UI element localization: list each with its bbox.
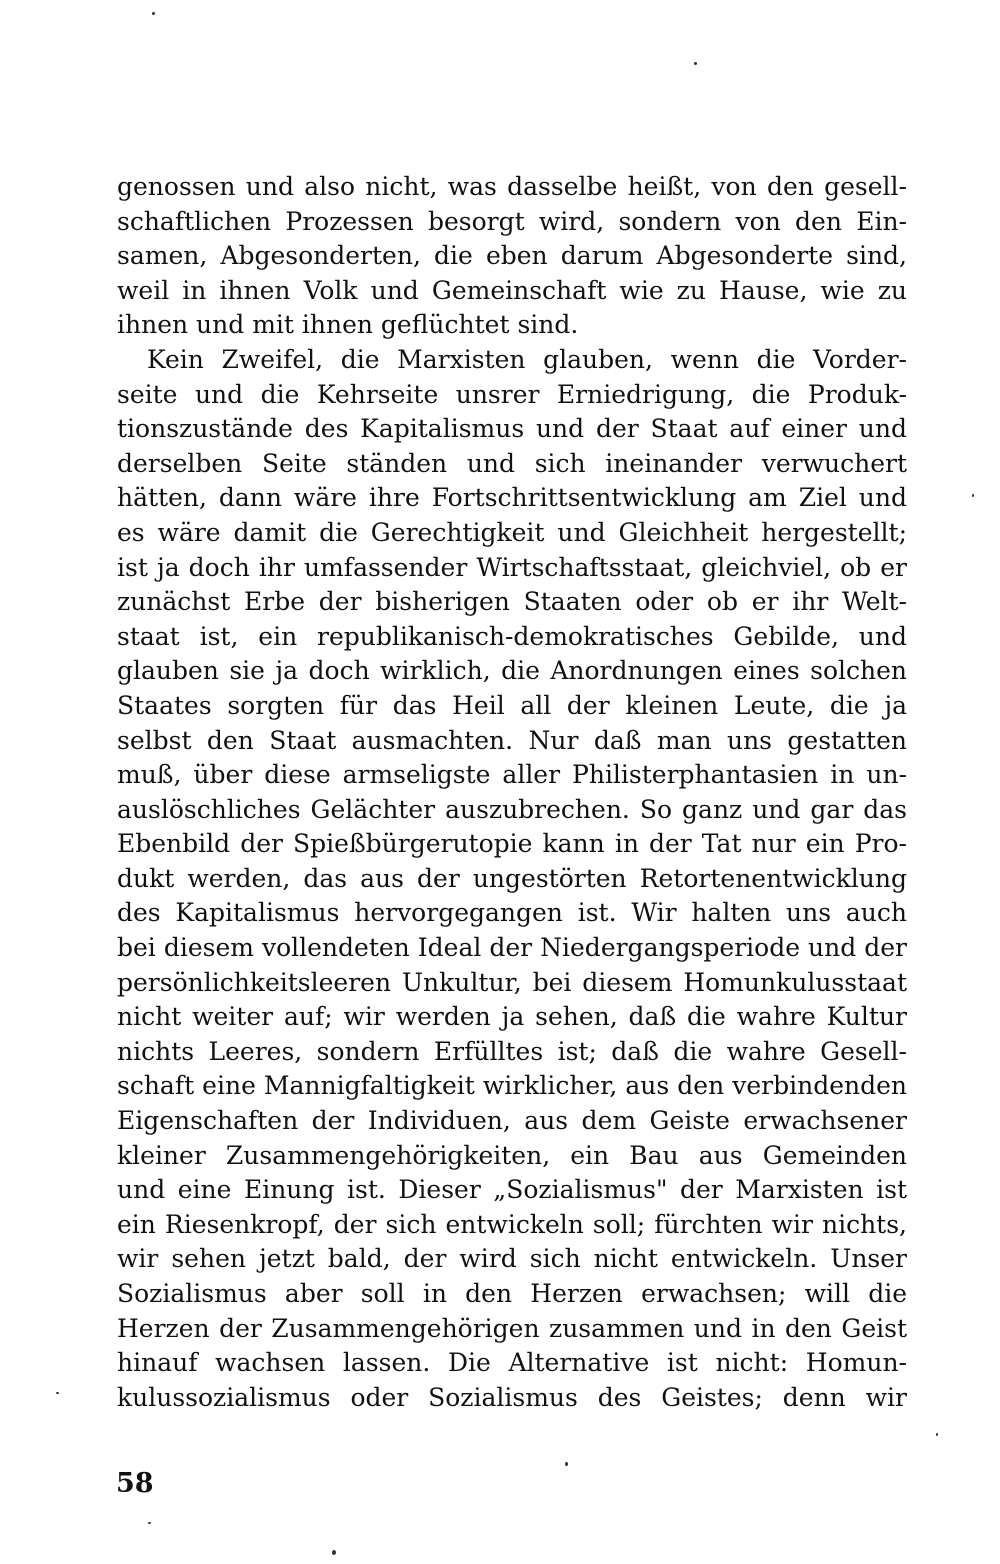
text-line: staat ist, ein republikanisch-demokratisches Gebilde, und (117, 621, 907, 651)
text-line: hinauf wachsen lassen. Die Alternative ist nicht: Homun- (117, 1348, 907, 1378)
scan-speck (56, 1392, 59, 1394)
text-line: ihnen und mit ihnen geflüchtet sind. (117, 310, 579, 340)
text-line: es wäre damit die Gerechtigkeit und Gleichheit hergestellt; (117, 517, 907, 547)
text-line: kulussozialismus oder Sozialismus des Geistes; denn wir (117, 1382, 907, 1412)
text-line: des Kapitalismus hervorgegangen ist. Wir halten uns auch (117, 898, 907, 928)
text-line: Ebenbild der Spießbürgerutopie kann in der Tat nur ein Pro- (117, 829, 907, 859)
text-line: auslöschliches Gelächter auszubrechen. So ganz und gar das (117, 794, 907, 824)
text-line: bei diesem vollendeten Ideal der Niedergangsperiode und der (117, 933, 907, 963)
text-line: ein Riesenkropf, der sich entwickeln soll; fürchten wir nichts, (117, 1209, 907, 1239)
text-line: derselben Seite ständen und sich ineinander verwuchert (117, 448, 907, 478)
scan-speck (152, 12, 155, 15)
text-line: hätten, dann wäre ihre Fortschrittsentwicklung am Ziel und (117, 483, 907, 513)
text-line: samen, Abgesonderten, die eben darum Abgesonderte sind, (117, 241, 907, 271)
scan-speck (972, 494, 974, 497)
text-line: und eine Einung ist. Dieser „Sozialismus" der Marxisten ist (117, 1175, 907, 1205)
text-line: muß, über diese armseligste aller Philisterphantasien in un- (117, 760, 907, 790)
text-line: seite und die Kehrseite unsrer Erniedrigung, die Produk- (117, 379, 907, 409)
text-line: dukt werden, das aus der ungestörten Retortenentwicklung (117, 863, 907, 893)
text-line: schaft eine Mannigfaltigkeit wirklicher, aus den verbindenden (117, 1071, 907, 1101)
text-line: kleiner Zusammengehörigkeiten, ein Bau aus Gemeinden (117, 1140, 907, 1170)
text-line: zunächst Erbe der bisherigen Staaten oder ob er ihr Welt- (117, 587, 907, 617)
text-line: Herzen der Zusammengehörigen zusammen und in den Geist (117, 1313, 907, 1343)
scan-speck (936, 1433, 938, 1436)
text-line: nicht weiter auf; wir werden ja sehen, daß die wahre Kultur (117, 1002, 907, 1032)
text-line: schaftlichen Prozessen besorgt wird, sondern von den Ein- (117, 206, 907, 236)
scan-speck (332, 1550, 336, 1555)
text-line: Sozialismus aber soll in den Herzen erwachsen; will die (117, 1279, 907, 1308)
text-line: Staates sorgten für das Heil all der kleinen Leute, die ja (117, 690, 907, 720)
text-line: glauben sie ja doch wirklich, die Anordnungen eines solchen (117, 656, 907, 686)
scan-speck (694, 62, 697, 65)
text-line: nichts Leeres, sondern Erfülltes ist; daß die wahre Gesell- (117, 1036, 907, 1066)
text-line: Eigenschaften der Individuen, aus dem Geiste erwachsener (117, 1106, 907, 1136)
text-line: tionszustände des Kapitalismus und der Staat auf einer und (117, 414, 907, 444)
scan-speck (565, 1462, 568, 1466)
body-text (117, 170, 907, 1415)
text-line: weil in ihnen Volk und Gemeinschaft wie zu Hause, wie zu (117, 275, 907, 305)
paragraph-start-line: Kein Zweifel, die Marxisten glauben, wenn die Vorder- (147, 344, 907, 374)
text-line: wir sehen jetzt bald, der wird sich nicht entwickeln. Unser (117, 1244, 907, 1274)
text-line: ist ja doch ihr umfassender Wirtschaftsstaat, gleichviel, ob er (117, 552, 907, 582)
scan-speck (148, 1522, 151, 1524)
text-line: genossen und also nicht, was dasselbe heißt, von den gesell- (117, 172, 907, 201)
page-number: 58 (116, 1468, 154, 1499)
text-line: selbst den Staat ausmachten. Nur daß man uns gestatten (117, 725, 907, 755)
text-line: persönlichkeitsleeren Unkultur, bei diesem Homunkulusstaat (117, 967, 907, 997)
